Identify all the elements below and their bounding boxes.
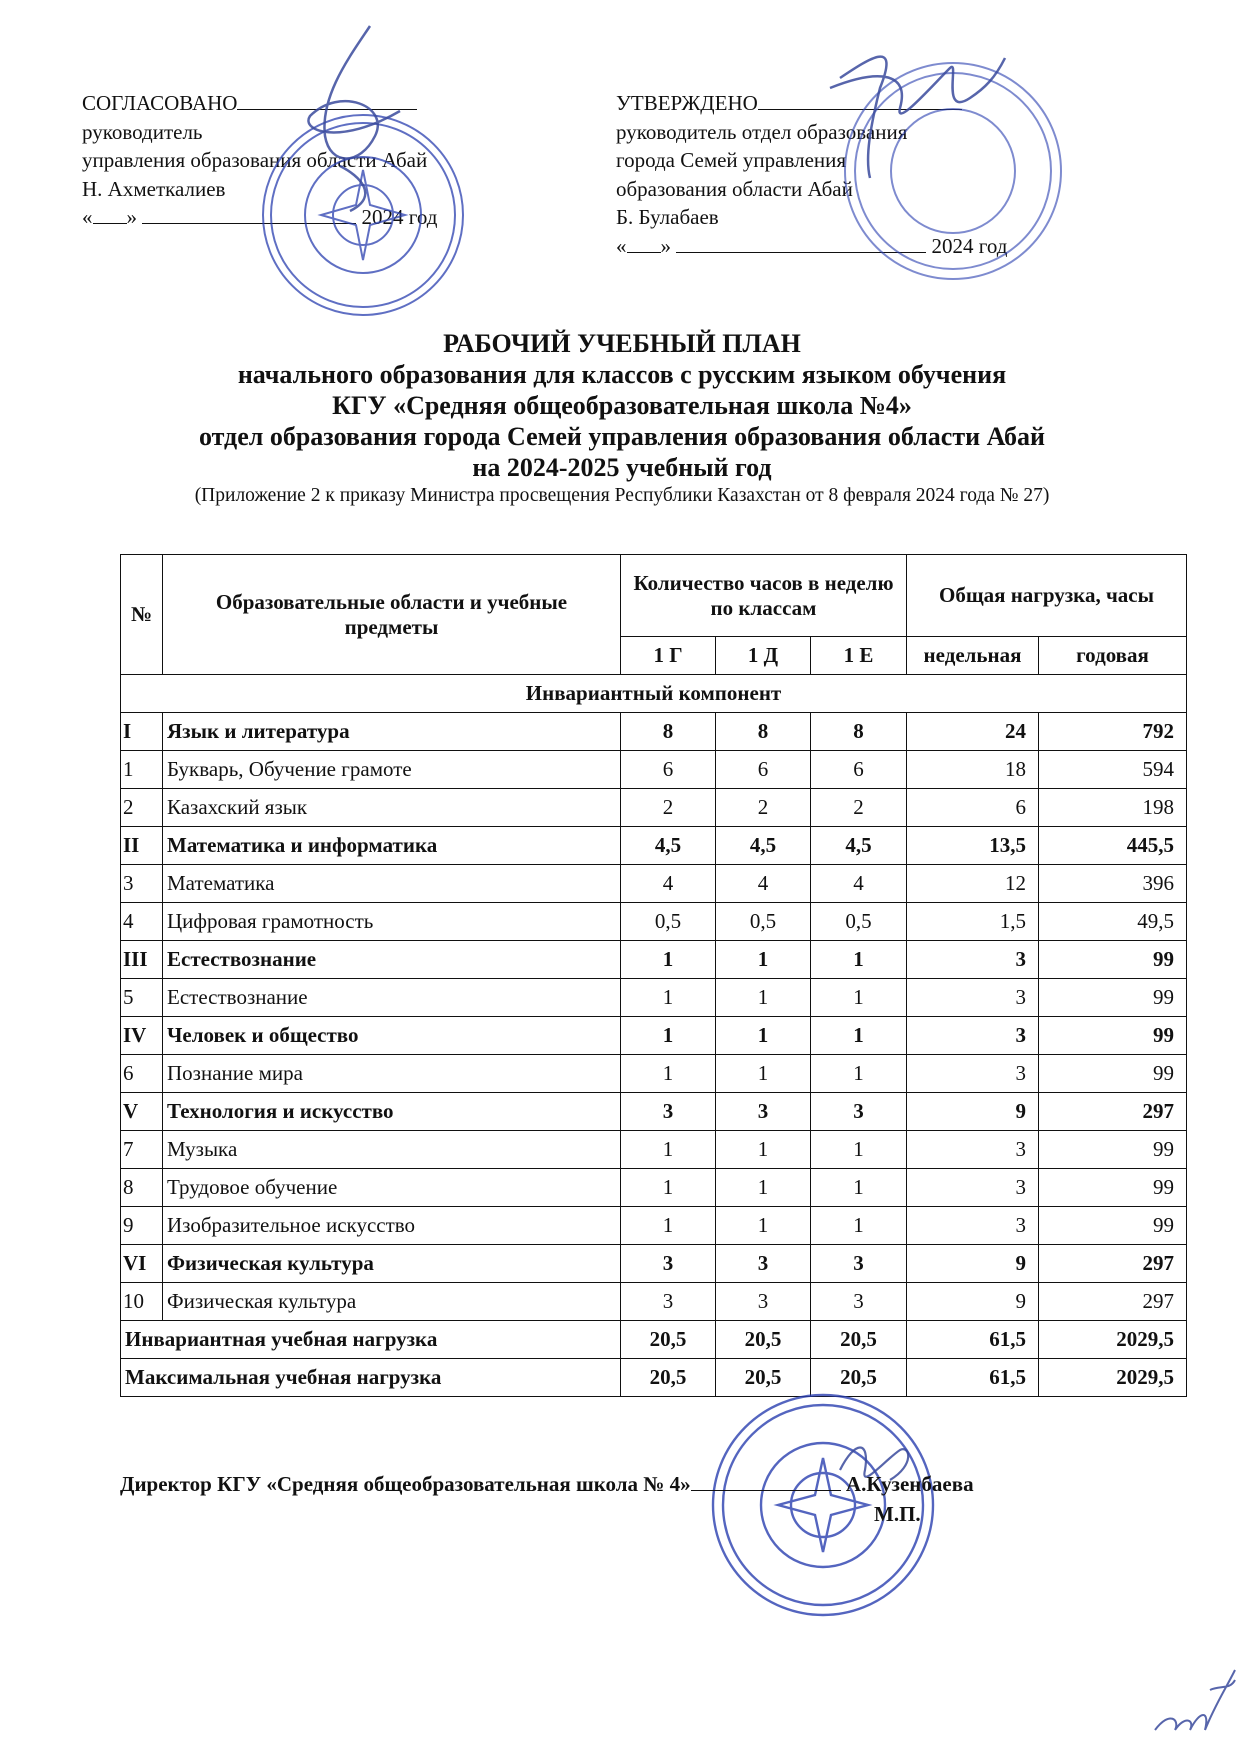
row-number: 2: [121, 789, 163, 827]
section-row: [121, 1017, 1187, 1055]
left-signature: [280, 16, 430, 216]
row-name: Человек и общество: [163, 1017, 621, 1055]
subject-row: [121, 751, 1187, 789]
row-yearly: 99: [1039, 1131, 1187, 1169]
row-class-hours: 1: [811, 1017, 907, 1055]
row-class-hours: 6: [716, 751, 811, 789]
row-class-hours: 1: [716, 1055, 811, 1093]
row-class-hours: 0,5: [811, 903, 907, 941]
row-number: III: [121, 941, 163, 979]
row-yearly: 792: [1039, 713, 1187, 751]
row-class-hours: 4,5: [621, 827, 716, 865]
row-class-hours: 4: [716, 865, 811, 903]
row-name: Естествознание: [163, 941, 621, 979]
row-number: 3: [121, 865, 163, 903]
row-name: Изобразительное искусство: [163, 1207, 621, 1245]
row-class-hours: 1: [811, 1055, 907, 1093]
section-row: [121, 827, 1187, 865]
row-class-hours: 1: [621, 1131, 716, 1169]
row-name: Физическая культура: [163, 1283, 621, 1321]
director-line: [120, 1472, 974, 1497]
approval-left-role: руководитель: [82, 119, 203, 144]
subject-row: [121, 903, 1187, 941]
header-class: 1 Г: [621, 637, 716, 675]
row-number: IV: [121, 1017, 163, 1055]
row-yearly: 297: [1039, 1283, 1187, 1321]
row-name: Физическая культура: [163, 1245, 621, 1283]
row-class-hours: 3: [716, 1283, 811, 1321]
row-number: 8: [121, 1169, 163, 1207]
row-class-hours: 1: [621, 941, 716, 979]
section-row: [121, 1093, 1187, 1131]
row-yearly: 297: [1039, 1093, 1187, 1131]
subject-row: [121, 1283, 1187, 1321]
header-num: №: [121, 555, 163, 675]
summary-yearly: 2029,5: [1039, 1321, 1187, 1359]
row-class-hours: 3: [621, 1283, 716, 1321]
plan-subtitle-year: на 2024-2025 учебный год: [472, 453, 772, 482]
header-weekly: недельная: [907, 637, 1039, 675]
header-subject: Образовательные области и учебные предметы: [163, 555, 621, 675]
section-row: [121, 1245, 1187, 1283]
plan-subtitle-level: начального образования для классов с русским языком обучения: [237, 360, 1007, 389]
date-day-line: [627, 234, 661, 253]
summary-class-hours: 20,5: [811, 1359, 907, 1397]
summary-row: [121, 1321, 1187, 1359]
approval-left-name: Н. Ахметкалиев: [82, 176, 226, 201]
subject-row: [121, 1055, 1187, 1093]
row-weekly: 3: [907, 1207, 1039, 1245]
row-class-hours: 1: [811, 979, 907, 1017]
row-class-hours: 8: [811, 713, 907, 751]
row-number: 10: [121, 1283, 163, 1321]
row-class-hours: 1: [621, 979, 716, 1017]
approval-right-label: УТВЕРЖДЕНО: [616, 91, 758, 115]
approval-left-org: управления образования области Абай: [82, 148, 428, 172]
row-weekly: 12: [907, 865, 1039, 903]
row-class-hours: 1: [716, 979, 811, 1017]
section-row: [121, 941, 1187, 979]
row-yearly: 99: [1039, 941, 1187, 979]
row-name: Язык и литература: [163, 713, 621, 751]
row-number: VI: [121, 1245, 163, 1283]
row-yearly: 49,5: [1039, 903, 1187, 941]
approval-right-name: Б. Булабаев: [616, 205, 719, 229]
right-signature: [810, 18, 1010, 188]
row-weekly: 3: [907, 1131, 1039, 1169]
row-class-hours: 1: [716, 1169, 811, 1207]
summary-name: Максимальная учебная нагрузка: [121, 1359, 621, 1397]
row-yearly: 99: [1039, 1017, 1187, 1055]
row-class-hours: 3: [716, 1093, 811, 1131]
row-weekly: 3: [907, 979, 1039, 1017]
row-class-hours: 0,5: [621, 903, 716, 941]
row-number: I: [121, 713, 163, 751]
row-yearly: 396: [1039, 865, 1187, 903]
row-weekly: 9: [907, 1093, 1039, 1131]
header-hours: Количество часов в неделю по классам: [621, 555, 907, 637]
row-name: Математика: [163, 865, 621, 903]
row-class-hours: 3: [811, 1093, 907, 1131]
row-name: Естествознание: [163, 979, 621, 1017]
header-load: Общая нагрузка, часы: [907, 555, 1187, 637]
date-close-quote: »: [660, 233, 671, 258]
row-class-hours: 1: [621, 1207, 716, 1245]
row-class-hours: 1: [716, 1207, 811, 1245]
plan-note: (Приложение 2 к приказу Министра просвещения Республики Казахстан от 8 февраля 2024 года № 27): [194, 485, 1050, 506]
row-name: Трудовое обучение: [163, 1169, 621, 1207]
row-name: Цифровая грамотность: [163, 903, 621, 941]
row-number: II: [121, 827, 163, 865]
plan-title: РАБОЧИЙ УЧЕБНЫЙ ПЛАН: [443, 329, 801, 358]
row-class-hours: 1: [811, 1131, 907, 1169]
row-weekly: 9: [907, 1283, 1039, 1321]
row-class-hours: 0,5: [716, 903, 811, 941]
row-class-hours: 3: [716, 1245, 811, 1283]
approval-right-org-1: города Семей управления: [616, 148, 847, 172]
row-number: 6: [121, 1055, 163, 1093]
row-yearly: 594: [1039, 751, 1187, 789]
row-yearly: 297: [1039, 1245, 1187, 1283]
header-class: 1 Д: [716, 637, 811, 675]
row-class-hours: 6: [621, 751, 716, 789]
row-class-hours: 8: [621, 713, 716, 751]
subject-row: [121, 865, 1187, 903]
row-class-hours: 2: [716, 789, 811, 827]
row-class-hours: 1: [621, 1169, 716, 1207]
approval-left-year: 2024 год: [361, 205, 438, 229]
summary-class-hours: 20,5: [811, 1321, 907, 1359]
date-open-quote: «: [616, 233, 627, 258]
date-close-quote: »: [126, 205, 137, 229]
row-number: 9: [121, 1207, 163, 1245]
subject-row: [121, 1131, 1187, 1169]
row-name: Казахский язык: [163, 789, 621, 827]
row-weekly: 3: [907, 1055, 1039, 1093]
stamp-placeholder-label: М.П.: [874, 1502, 921, 1526]
row-class-hours: 3: [811, 1245, 907, 1283]
header-yearly: годовая: [1039, 637, 1187, 675]
subject-row: [121, 1207, 1187, 1245]
row-weekly: 3: [907, 941, 1039, 979]
approval-left-label: СОГЛАСОВАНО: [82, 91, 238, 115]
row-class-hours: 2: [621, 789, 716, 827]
section-row: [121, 713, 1187, 751]
plan-subtitle-department: отдел образования города Семей управления образования области Абай: [198, 422, 1046, 451]
date-open-quote: «: [82, 205, 93, 229]
approval-right-year: 2024 год: [931, 233, 1008, 258]
row-class-hours: 4,5: [811, 827, 907, 865]
row-class-hours: 3: [621, 1245, 716, 1283]
row-yearly: 198: [1039, 789, 1187, 827]
summary-weekly: 61,5: [907, 1359, 1039, 1397]
row-class-hours: 1: [811, 941, 907, 979]
row-yearly: 99: [1039, 1055, 1187, 1093]
row-name: Букварь, Обучение грамоте: [163, 751, 621, 789]
date-day-line: [93, 205, 127, 224]
summary-class-hours: 20,5: [621, 1359, 716, 1397]
row-weekly: 3: [907, 1169, 1039, 1207]
plan-subtitle-school: КГУ «Средняя общеобразовательная школа №4»: [332, 391, 912, 420]
row-weekly: 1,5: [907, 903, 1039, 941]
row-number: 1: [121, 751, 163, 789]
invariant-component-label: Инвариантный компонент: [121, 675, 1187, 713]
subject-row: [121, 979, 1187, 1017]
row-class-hours: 4: [621, 865, 716, 903]
row-number: 7: [121, 1131, 163, 1169]
row-weekly: 24: [907, 713, 1039, 751]
document-titles: [0, 328, 1244, 509]
summary-class-hours: 20,5: [716, 1321, 811, 1359]
row-name: Технология и искусство: [163, 1093, 621, 1131]
director-label: Директор КГУ «Средняя общеобразовательная школа № 4»: [120, 1472, 691, 1496]
row-class-hours: 1: [716, 941, 811, 979]
row-name: Познание мира: [163, 1055, 621, 1093]
row-weekly: 9: [907, 1245, 1039, 1283]
row-class-hours: 6: [811, 751, 907, 789]
row-weekly: 18: [907, 751, 1039, 789]
subject-row: [121, 1169, 1187, 1207]
row-weekly: 6: [907, 789, 1039, 827]
row-class-hours: 1: [716, 1131, 811, 1169]
approval-right-role: руководитель отдел образования: [616, 119, 908, 144]
corner-signature: [1150, 1650, 1240, 1740]
row-class-hours: 1: [811, 1169, 907, 1207]
row-number: 4: [121, 903, 163, 941]
row-class-hours: 1: [621, 1017, 716, 1055]
row-class-hours: 1: [811, 1207, 907, 1245]
subject-row: [121, 789, 1187, 827]
row-yearly: 99: [1039, 1169, 1187, 1207]
row-weekly: 13,5: [907, 827, 1039, 865]
summary-yearly: 2029,5: [1039, 1359, 1187, 1397]
approval-right-org-2: образования области Абай: [616, 176, 853, 201]
summary-class-hours: 20,5: [621, 1321, 716, 1359]
row-class-hours: 4: [811, 865, 907, 903]
curriculum-table: [120, 554, 1187, 1397]
director-name: А.Кузенбаева: [845, 1472, 974, 1496]
row-number: V: [121, 1093, 163, 1131]
summary-class-hours: 20,5: [716, 1359, 811, 1397]
row-number: 5: [121, 979, 163, 1017]
row-class-hours: 4,5: [716, 827, 811, 865]
director-signature-line: [691, 1472, 841, 1491]
row-name: Математика и информатика: [163, 827, 621, 865]
row-class-hours: 3: [811, 1283, 907, 1321]
row-name: Музыка: [163, 1131, 621, 1169]
row-class-hours: 2: [811, 789, 907, 827]
row-yearly: 445,5: [1039, 827, 1187, 865]
summary-row: [121, 1359, 1187, 1397]
row-class-hours: 1: [716, 1017, 811, 1055]
row-class-hours: 3: [621, 1093, 716, 1131]
row-yearly: 99: [1039, 979, 1187, 1017]
header-class: 1 Е: [811, 637, 907, 675]
summary-name: Инвариантная учебная нагрузка: [121, 1321, 621, 1359]
summary-weekly: 61,5: [907, 1321, 1039, 1359]
row-class-hours: 8: [716, 713, 811, 751]
row-class-hours: 1: [621, 1055, 716, 1093]
row-weekly: 3: [907, 1017, 1039, 1055]
row-yearly: 99: [1039, 1207, 1187, 1245]
